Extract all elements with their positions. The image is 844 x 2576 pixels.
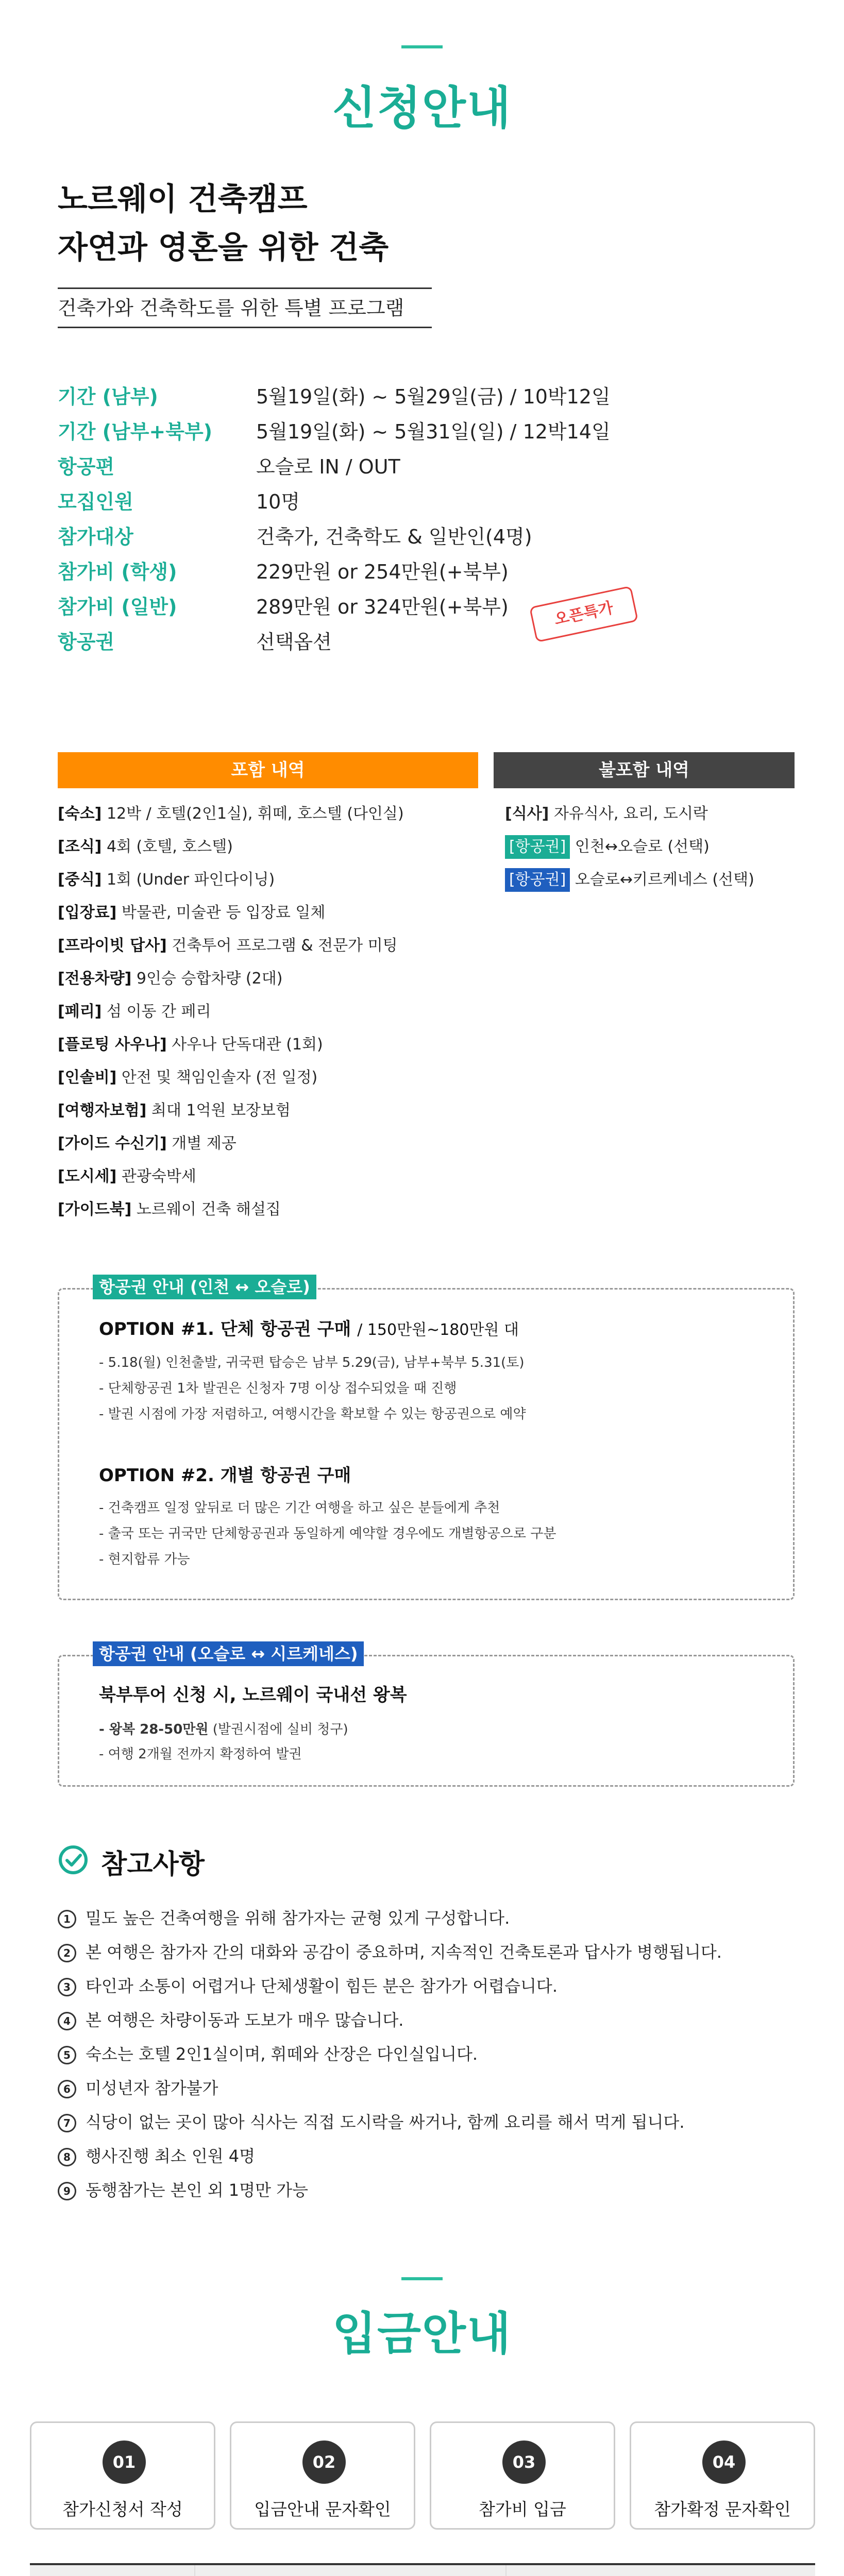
list-item: [숙소] 12박 / 호텔(2인1실), 휘떼, 호스텔 (다인실) (58, 805, 404, 823)
info-value: 5월19일(화) ~ 5월31일(일) / 12박14일 (256, 420, 611, 443)
check-circle-icon (58, 1844, 89, 1875)
list-item: 8 행사진행 최소 인원 4명 (58, 2139, 255, 2173)
step-card (230, 2421, 415, 2530)
list-item: [여행자보험] 최대 1억원 보장보험 (58, 1101, 291, 1120)
camp-subtitle: 건축가와 건축학도를 위한 특별 프로그램 (58, 287, 432, 328)
list-item: [인솔비] 안전 및 책임인솔자 (전 일정) (58, 1069, 318, 1087)
list-item: - 여행 2개월 전까지 확정하여 발권 (99, 1747, 302, 1762)
table-header (30, 2564, 195, 2576)
info-value: 5월19일(화) ~ 5월29일(금) / 10박12일 (256, 385, 611, 408)
list-item: - 왕복 28-50만원 (발권시점에 실비 청구) (99, 1722, 348, 1737)
option2-title: OPTION #2. 개별 항공권 구매 (99, 1465, 351, 1486)
info-key: 참가비 (학생) (58, 561, 177, 583)
step-number: 01 (103, 2441, 146, 2484)
info-key: 참가비 (일반) (58, 596, 177, 618)
step-number: 02 (302, 2441, 346, 2484)
list-item: [중식] 1회 (Under 파인다이닝) (58, 871, 275, 889)
highlight-tag: [항공권] (505, 868, 570, 892)
table-header-row (30, 2564, 815, 2576)
camp-title-line1: 노르웨이 건축캠프 (58, 181, 308, 217)
step-label: 참가확정 문자확인 (654, 2499, 791, 2519)
step-card (430, 2421, 615, 2530)
list-item: [가이드북] 노르웨이 건축 해설집 (58, 1200, 281, 1218)
list-item: 1 밀도 높은 건축여행을 위해 참가자는 균형 있게 구성합니다. (58, 1901, 510, 1935)
list-item: - 발권 시점에 가장 저렴하고, 여행시간을 확보할 수 있는 항공권으로 예약 (99, 1406, 526, 1422)
list-item: 4 본 여행은 차량이동과 도보가 매우 많습니다. (58, 2003, 403, 2037)
list-item: - 건축캠프 일정 앞뒤로 더 많은 기간 여행을 하고 싶은 분들에게 추천 (99, 1500, 500, 1516)
list-item: 7 식당이 없는 곳이 많아 식사는 직접 도시락을 싸거나, 함께 요리를 해서 먹게 됩니다. (58, 2105, 685, 2139)
list-item: - 단체항공권 1차 발권은 신청자 7명 이상 접수되었을 때 진행 (99, 1381, 457, 1396)
step-card (630, 2421, 815, 2530)
table-header (506, 2564, 815, 2576)
north-tour-title: 북부투어 신청 시, 노르웨이 국내선 왕복 (99, 1685, 407, 1705)
section-title-payment: 입금안내 (332, 2307, 512, 2360)
list-item: 3 타인과 소통이 어렵거나 단체생활이 힘든 분은 참가가 어렵습니다. (58, 1969, 558, 2003)
info-key: 참가대상 (58, 526, 133, 548)
exclude-header: 불포함 내역 (494, 752, 795, 788)
list-item: [플로팅 사우나] 사우나 단독대관 (1회) (58, 1036, 323, 1054)
camp-title-line2: 자연과 영혼을 위한 건축 (58, 230, 389, 266)
section-divider (401, 2277, 443, 2280)
notes-title: 참고사항 (101, 1849, 205, 1880)
step-card (30, 2421, 215, 2530)
list-item: - 5.18(월) 인천출발, 귀국편 탑승은 남부 5.29(금), 남부+북부 5.31(토) (99, 1355, 525, 1370)
info-key: 항공편 (58, 455, 115, 478)
highlight-tag: [항공권] (505, 835, 570, 859)
info-key: 기간 (남부) (58, 385, 158, 408)
info-value: 건축가, 건축학도 & 일반인(4명) (256, 526, 532, 548)
list-item: [도시세] 관광숙박세 (58, 1167, 196, 1185)
open-special-badge: 오픈특가 (529, 586, 638, 642)
fee-table (30, 2563, 815, 2576)
list-item: [식사] 자유식사, 요리, 도시락 (505, 805, 708, 823)
list-item: - 현지합류 가능 (99, 1552, 190, 1567)
step-label: 참가신청서 작성 (62, 2499, 183, 2519)
camp-title (58, 175, 389, 272)
list-item: [페리] 섬 이동 간 페리 (58, 1003, 211, 1021)
step-label: 참가비 입금 (479, 2499, 566, 2519)
flight-tag-1: 항공권 안내 (인천 ↔ 오슬로) (93, 1275, 316, 1299)
option1-title: OPTION #1. 단체 항공권 구매 / 150만원~180만원 대 (99, 1319, 519, 1340)
section-divider (401, 45, 443, 48)
list-item: [프라이빗 답사] 건축투어 프로그램 & 전문가 미팅 (58, 937, 398, 955)
list-item: [전용차량] 9인승 승합차량 (2대) (58, 970, 283, 988)
info-key: 항공권 (58, 631, 115, 653)
info-key: 모집인원 (58, 490, 133, 513)
list-item: [조식] 4회 (호텔, 호스텔) (58, 838, 233, 856)
info-value: 10명 (256, 490, 300, 513)
list-item: - 출국 또는 귀국만 단체항공권과 동일하게 예약할 경우에도 개별항공으로 구분 (99, 1526, 556, 1541)
section-title-apply: 신청안내 (332, 81, 512, 134)
list-item: [입장료] 박물관, 미술관 등 입장료 일체 (58, 904, 326, 922)
table-header (195, 2564, 506, 2576)
step-number: 04 (702, 2441, 746, 2484)
step-number: 03 (502, 2441, 546, 2484)
info-value: 오슬로 IN / OUT (256, 455, 400, 478)
list-item: [항공권] 오슬로↔키르케네스 (선택) (505, 865, 754, 895)
flight-tag-2: 항공권 안내 (오슬로 ↔ 시르케네스) (93, 1641, 364, 1666)
list-item: 5 숙소는 호텔 2인1실이며, 휘떼와 산장은 다인실입니다. (58, 2037, 478, 2071)
info-value: 선택옵션 (256, 631, 332, 653)
include-header: 포함 내역 (58, 752, 478, 788)
list-item: [가이드 수신기] 개별 제공 (58, 1134, 237, 1153)
info-value: 289만원 or 324만원(+북부) (256, 596, 509, 618)
list-item: 9 동행참가는 본인 외 1명만 가능 (58, 2173, 308, 2207)
list-item: 2 본 여행은 참가자 간의 대화와 공감이 중요하며, 지속적인 건축토론과 답사가 병행됩니다. (58, 1935, 722, 1969)
step-label: 입금안내 문자확인 (254, 2499, 391, 2519)
info-key: 기간 (남부+북부) (58, 420, 213, 443)
list-item: [항공권] 인천↔오슬로 (선택) (505, 832, 710, 862)
info-value: 229만원 or 254만원(+북부) (256, 561, 509, 583)
list-item: 6 미성년자 참가불가 (58, 2071, 218, 2105)
